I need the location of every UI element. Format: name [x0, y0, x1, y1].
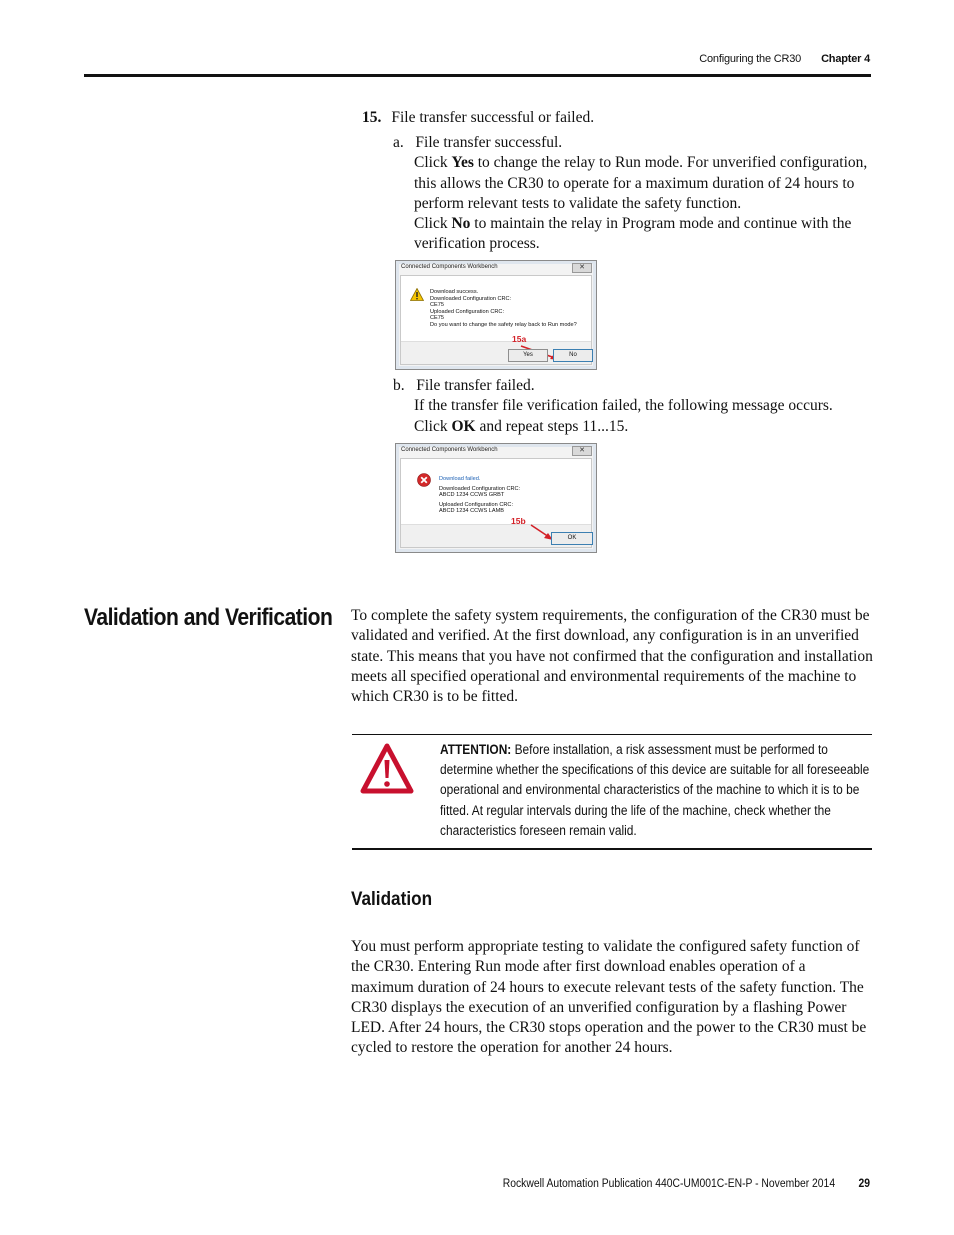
step-text: File transfer successful or failed. [391, 109, 595, 126]
message-line: CE75 [430, 315, 444, 322]
text-run: If the transfer file verification failed, the following message occurs. [414, 397, 833, 415]
substep-title: File transfer successful. [415, 134, 563, 151]
yes-button[interactable]: Yes [508, 349, 548, 362]
close-icon[interactable]: ✕ [572, 446, 592, 456]
warning-triangle-icon [360, 743, 414, 795]
message-line: Uploaded Configuration CRC: [430, 308, 505, 315]
message-line: ABCD 1234 CCWS GRBT [439, 492, 505, 499]
page-number: 29 [858, 1178, 870, 1190]
text-run: Click [414, 417, 452, 435]
message-line: Download success. [430, 289, 479, 295]
dialog-message [430, 289, 577, 329]
substep-title: File transfer failed. [416, 377, 535, 394]
dialog-title: Connected Components Workbench [401, 264, 498, 270]
substep-a [393, 133, 873, 255]
close-icon[interactable]: ✕ [572, 263, 592, 273]
dialog-title: Connected Components Workbench [401, 447, 498, 453]
header-rule [84, 74, 871, 77]
callout-15a: 15a [512, 334, 527, 344]
validation-text: You must perform appropriate testing to validate the configured safety function of the CR30. Entering Run mode after first download enables operation of a maximum duration of 24 hours to execute relevant tests of the safety function. The CR30 displays the execution of an unverified configuration by a flashing Power LED. After 24 hours, the CR30 stops operation and the power to the CR30 must be cycled to restore the operation for another 24 hours. [351, 938, 867, 1057]
warning-icon [410, 288, 424, 301]
text-run: and repeat steps 11...15. [475, 417, 629, 435]
substep-b [393, 376, 873, 437]
dialog-body [400, 458, 592, 548]
text-run: to maintain the relay in Program mode and continue with the verification process. [414, 215, 852, 253]
subsection-title: Validation [351, 888, 433, 910]
page-footer [87, 1178, 870, 1190]
text-run: Click [414, 215, 452, 233]
running-header [699, 53, 870, 65]
message-line: CE75 [430, 302, 444, 309]
error-icon [417, 473, 431, 487]
substep-a-body [414, 153, 873, 254]
step-15 [362, 108, 594, 128]
attention-label: ATTENTION: [440, 742, 512, 758]
substep-a-title [393, 133, 873, 153]
message-line: Downloaded Configuration CRC: [439, 485, 521, 492]
footer-publication: Rockwell Automation Publication 440C-UM001C-EN-P - November 2014 [502, 1178, 836, 1190]
attention-top-rule [352, 734, 872, 735]
yes-keyword: Yes [451, 154, 474, 172]
ok-button[interactable]: OK [551, 532, 593, 545]
substep-b-body [414, 396, 873, 437]
section-title: Validation and Verification [84, 604, 333, 631]
message-line: ABCD 1234 CCWS LAMB [439, 508, 504, 515]
header-chapter: Chapter 4 [821, 53, 870, 65]
dialog-download-failed [395, 443, 597, 553]
callout-15b: 15b [511, 516, 526, 526]
substep-label: a. [393, 134, 404, 151]
no-button[interactable]: No [553, 349, 593, 362]
error-headline: Download failed. [439, 476, 481, 482]
attention-text [440, 740, 872, 841]
dialog-download-success [395, 260, 597, 370]
message-line: Uploaded Configuration CRC: [439, 501, 514, 508]
attention-body: Before installation, a risk assessment must be performed to determine whether the specifications of this device are suitable for all foreseeable operational and environmental characteristics of the machine to which it is to be fitted. At regular intervals during the life of the machine, check whether the characteristics foreseen remain valid. [440, 742, 870, 839]
attention-bottom-rule [352, 848, 872, 850]
dialog-body [400, 275, 592, 365]
section-intro: To complete the safety system requirements, the configuration of the CR30 must be validated and verified. At the first download, any configuration is in an unverified state. This means that you have not confirmed that the configuration and installation meets all specified operational and environmental requirements of the machine to which CR30 is to be fitted. [351, 607, 873, 706]
ok-keyword: OK [451, 417, 476, 435]
no-keyword: No [451, 215, 471, 233]
substep-b-title [393, 376, 873, 396]
message-line: Do you want to change the safety relay back to Run mode? [430, 321, 577, 328]
text-run: Click [414, 154, 452, 172]
dialog-message [439, 476, 520, 515]
step-number: 15. [362, 109, 382, 126]
text-run: to change the relay to Run mode. For unverified configuration, this allows the CR30 to operate for a maximum duration of 24 hours to perform relevant tests to validate the safety function. [414, 154, 868, 212]
message-line: Downloaded Configuration CRC: [430, 295, 512, 302]
substep-label: b. [393, 377, 405, 394]
header-section: Configuring the CR30 [699, 53, 802, 65]
